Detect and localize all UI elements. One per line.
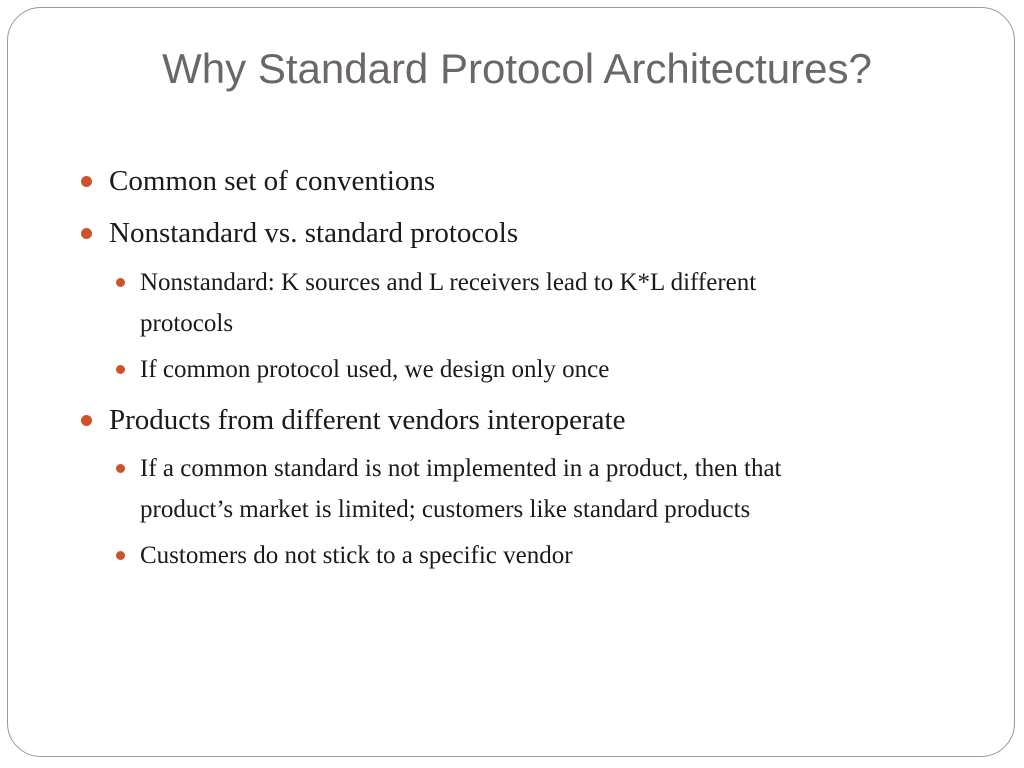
- sub-bullet-item: Customers do not stick to a specific vendor: [140, 542, 573, 569]
- sub-bullet-dot-icon: [116, 551, 125, 560]
- bullet-dot-icon: [81, 228, 92, 239]
- sub-bullet-item: If common protocol used, we design only once: [140, 356, 610, 383]
- bullet-dot-icon: [81, 176, 92, 187]
- sub-bullet-item-continuation: product’s market is limited; customers like standard products: [140, 496, 751, 523]
- sub-bullet-item-continuation: protocols: [140, 310, 234, 337]
- bullet-item: Nonstandard vs. standard protocols: [109, 217, 519, 249]
- sub-bullet-dot-icon: [116, 278, 125, 287]
- bullet-item: Products from different vendors interoperate: [109, 404, 626, 436]
- sub-bullet-dot-icon: [116, 365, 125, 374]
- slide-title: Why Standard Protocol Architectures?: [162, 45, 872, 92]
- sub-bullet-dot-icon: [116, 464, 125, 473]
- bullet-dot-icon: [81, 415, 92, 426]
- sub-bullet-item: Nonstandard: K sources and L receivers lead to K*L different: [140, 269, 757, 296]
- bullet-item: Common set of conventions: [109, 165, 436, 197]
- sub-bullet-item: If a common standard is not implemented in a product, then that: [140, 455, 782, 482]
